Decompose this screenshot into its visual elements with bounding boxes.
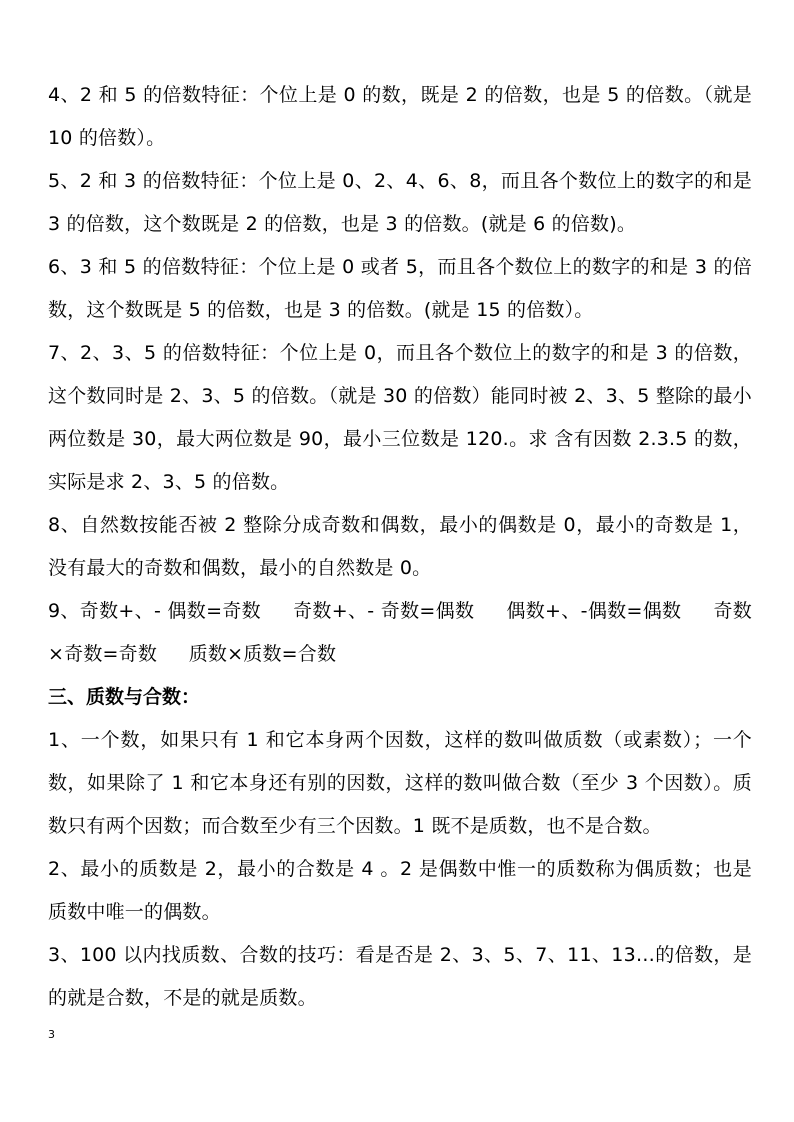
paragraph-8: 8、自然数按能否被 2 整除分成奇数和偶数，最小的偶数是 0，最小的奇数是 1，没有最大的奇数和偶数，最小的自然数是 0。: [48, 514, 752, 579]
section-heading: 三、质数与合数：: [48, 686, 201, 708]
paragraph-6: 6、3 和 5 的倍数特征：个位上是 0 或者 5，而且各个数位上的数字的和是 3 的倍数，这个数既是 5 的倍数，也是 3 的倍数。(就是 15 的倍数）。: [48, 256, 752, 321]
paragraph-9: 9、奇数+、- 偶数=奇数 奇数+、- 奇数=偶数 偶数+、-偶数=偶数 奇数×奇数=奇数 质数×质数=合数: [48, 600, 752, 665]
section-paragraph-1: 1、一个数，如果只有 1 和它本身两个因数，这样的数叫做质数（或素数）；一个数，如果除了 1 和它本身还有别的因数，这样的数叫做合数（至少 3 个因数）。质数只有两个因数；而合数至少有三个因数。1 既不是质数，也不是合数。: [48, 729, 752, 837]
paragraph-7: 7、2、3、5 的倍数特征：个位上是 0，而且各个数位上的数字的和是 3 的倍数，这个数同时是 2、3、5 的倍数。（就是 30 的倍数）能同时被 2、3、5 整除的最小两位数是 30，最大两位数是 90，最小三位数是 120.。求 含有因数 2.3.5 的数，实际是求 2、3、5 的倍数。: [48, 342, 752, 493]
page-number: 3: [48, 1028, 55, 1041]
paragraph-4: 4、2 和 5 的倍数特征：个位上是 0 的数，既是 2 的倍数，也是 5 的倍数。（就是 10 的倍数）。: [48, 84, 752, 149]
paragraph-5: 5、2 和 3 的倍数特征：个位上是 0、2、4、6、8，而且各个数位上的数字的和是 3 的倍数，这个数既是 2 的倍数，也是 3 的倍数。(就是 6 的倍数)。: [48, 170, 752, 235]
section-paragraph-2: 2、最小的质数是 2，最小的合数是 4 。2 是偶数中惟一的质数称为偶质数；也是质数中唯一的偶数。: [48, 858, 752, 923]
document-body: [48, 74, 752, 1020]
section-paragraph-3: 3、100 以内找质数、合数的技巧：看是否是 2、3、5、7、11、13…的倍数，是的就是合数，不是的就是质数。: [48, 944, 752, 1009]
